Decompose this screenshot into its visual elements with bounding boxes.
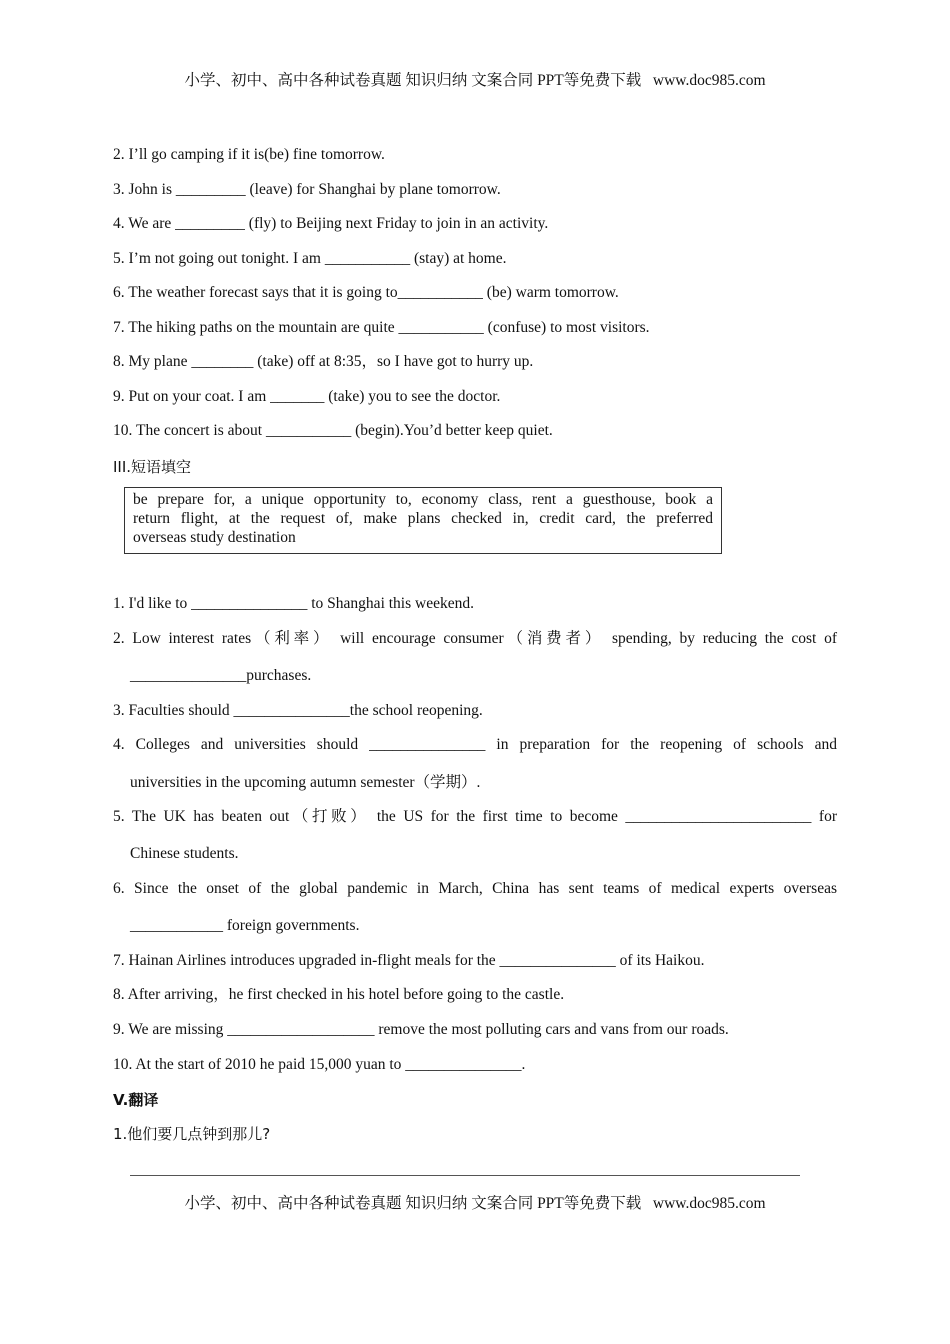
question-item: 8. After arriving，he first checked in his hotel before going to the castle. xyxy=(113,986,565,1003)
question-item: 10. The concert is about ___________ (begin).You’d better keep quiet. xyxy=(113,422,553,439)
question-item: 6. Since the onset of the global pandemic in March, China has sent teams of medical experts overseas xyxy=(113,880,837,897)
question-item: 2. Low interest rates（利率） will encourage consumer（消费者） spending, by reducing the cost of xyxy=(113,630,837,647)
page-footer: 小学、初中、高中各种试卷真题 知识归纳 文案合同 PPT等免费下载 www.doc985.com xyxy=(184,1195,766,1212)
translation-item: 1.他们要几点钟到那儿? xyxy=(113,1125,271,1143)
question-item: 9. Put on your coat. I am _______ (take) you to see the doctor. xyxy=(113,388,501,405)
question-item: 3. Faculties should _______________the school reopening. xyxy=(113,702,483,719)
section-heading-phrases: III.短语填空 xyxy=(113,458,192,476)
question-item: 7. Hainan Airlines introduces upgraded in-flight meals for the _______________ of its Haikou. xyxy=(113,952,705,969)
question-item: 7. The hiking paths on the mountain are quite ___________ (confuse) to most visitors. xyxy=(113,319,650,336)
question-item: 6. The weather forecast says that it is going to___________ (be) warm tomorrow. xyxy=(113,284,619,301)
footer-divider xyxy=(130,1175,800,1176)
question-item: 8. My plane ________ (take) off at 8:35，so I have got to hurry up. xyxy=(113,353,534,370)
question-item: 1. I'd like to _______________ to Shanghai this weekend. xyxy=(113,595,474,612)
phrase-bank-line: overseas study destination xyxy=(133,529,296,546)
question-item: 4. Colleges and universities should _______________ in preparation for the reopening of schools and xyxy=(113,736,837,753)
phrase-bank-line: return flight, at the request of, make plans checked in, credit card, the preferred xyxy=(133,510,713,527)
question-continuation: universities in the upcoming autumn semester（学期）. xyxy=(130,774,481,791)
question-item: 5. I’m not going out tonight. I am ___________ (stay) at home. xyxy=(113,250,507,267)
phrase-bank-box xyxy=(124,487,722,554)
question-item: 5. The UK has beaten out（打败） the US for the first time to become ________________________ for xyxy=(113,808,837,825)
question-continuation: _______________purchases. xyxy=(130,667,312,684)
section-heading-translation: V.翻译 xyxy=(113,1091,159,1109)
question-continuation: ____________ foreign governments. xyxy=(130,917,360,934)
question-item: 9. We are missing ___________________ remove the most polluting cars and vans from our roads. xyxy=(113,1021,729,1038)
question-item: 4. We are _________ (fly) to Beijing next Friday to join in an activity. xyxy=(113,215,549,232)
phrase-bank-line: be prepare for, a unique opportunity to, economy class, rent a guesthouse, book a xyxy=(133,491,713,508)
page-header: 小学、初中、高中各种试卷真题 知识归纳 文案合同 PPT等免费下载 www.doc985.com xyxy=(184,72,766,89)
question-continuation: Chinese students. xyxy=(130,845,239,862)
question-item: 2. I’ll go camping if it is(be) fine tomorrow. xyxy=(113,146,385,163)
question-item: 10. At the start of 2010 he paid 15,000 yuan to _______________. xyxy=(113,1056,526,1073)
question-item: 3. John is _________ (leave) for Shanghai by plane tomorrow. xyxy=(113,181,501,198)
